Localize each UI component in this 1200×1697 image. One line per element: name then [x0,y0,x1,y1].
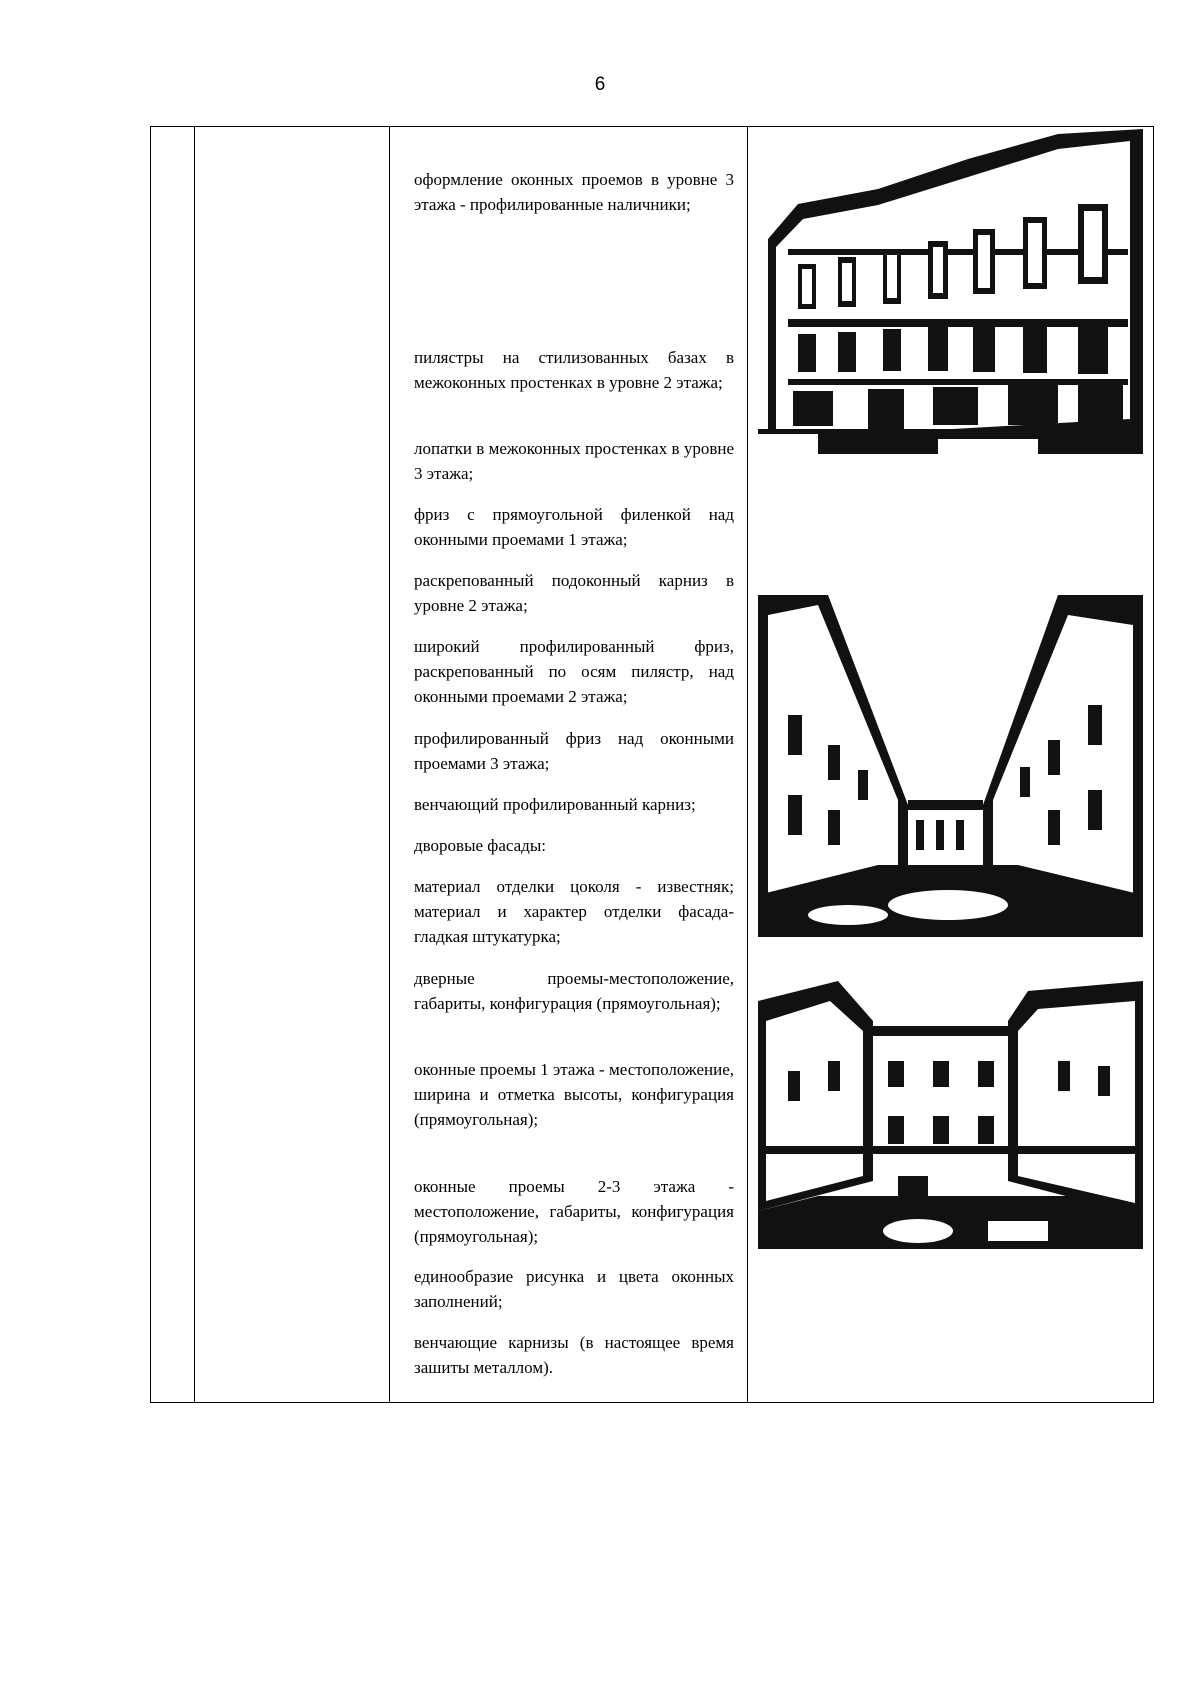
description-item: пилястры на стилизованных базах в межоконных простенках в уровне 2 этажа; [414,348,734,392]
description-item: лопатки в межоконных простенках в уровне 3 этажа; [414,439,734,483]
building-facade-image [758,129,1143,454]
page-number: 6 [594,74,606,95]
photo-column [747,127,1153,1402]
description-item: широкий профилированный фриз, раскрепованный по осям пилястр, над оконными проемами 2 этажа; [414,637,734,706]
courtyard-passage-photo [758,595,1143,937]
courtyard-passage-image [758,595,1143,937]
description-item: дверные проемы-местоположение, габариты, конфигурация (прямоугольная); [414,969,734,1013]
description-item: материал отделки цоколя - известняк; материал и характер отделки фасада-гладкая штукатурка; [414,877,734,946]
description-item: венчающий профилированный карниз; [414,795,696,814]
description-item: дворовые фасады: [414,836,546,855]
column-divider [194,127,195,1402]
description-item: оконные проемы 2-3 этажа - местоположение, габариты, конфигурация (прямоугольная); [414,1177,734,1246]
description-item: раскрепованный подоконный карниз в уровне 2 этажа; [414,571,734,615]
column-divider [389,127,390,1402]
description-item: профилированный фриз над оконными проемами 3 этажа; [414,729,734,773]
description-item: фриз с прямоугольной филенкой над оконными проемами 1 этажа; [414,505,734,549]
description-item: оформление оконных проемов в уровне 3 этажа - профилированные наличники; [414,170,734,214]
courtyard-facade-photo [758,981,1143,1249]
description-item: единообразие рисунка и цвета оконных заполнений; [414,1267,734,1311]
description-item: венчающие карнизы (в настоящее время зашиты металлом). [414,1333,734,1377]
courtyard-facade-image [758,981,1143,1249]
description-item: оконные проемы 1 этажа - местоположение, ширина и отметка высоты, конфигурация (прямоугольная); [414,1060,734,1129]
street-facade-photo [758,129,1143,454]
protected-features-table [150,126,1154,1403]
